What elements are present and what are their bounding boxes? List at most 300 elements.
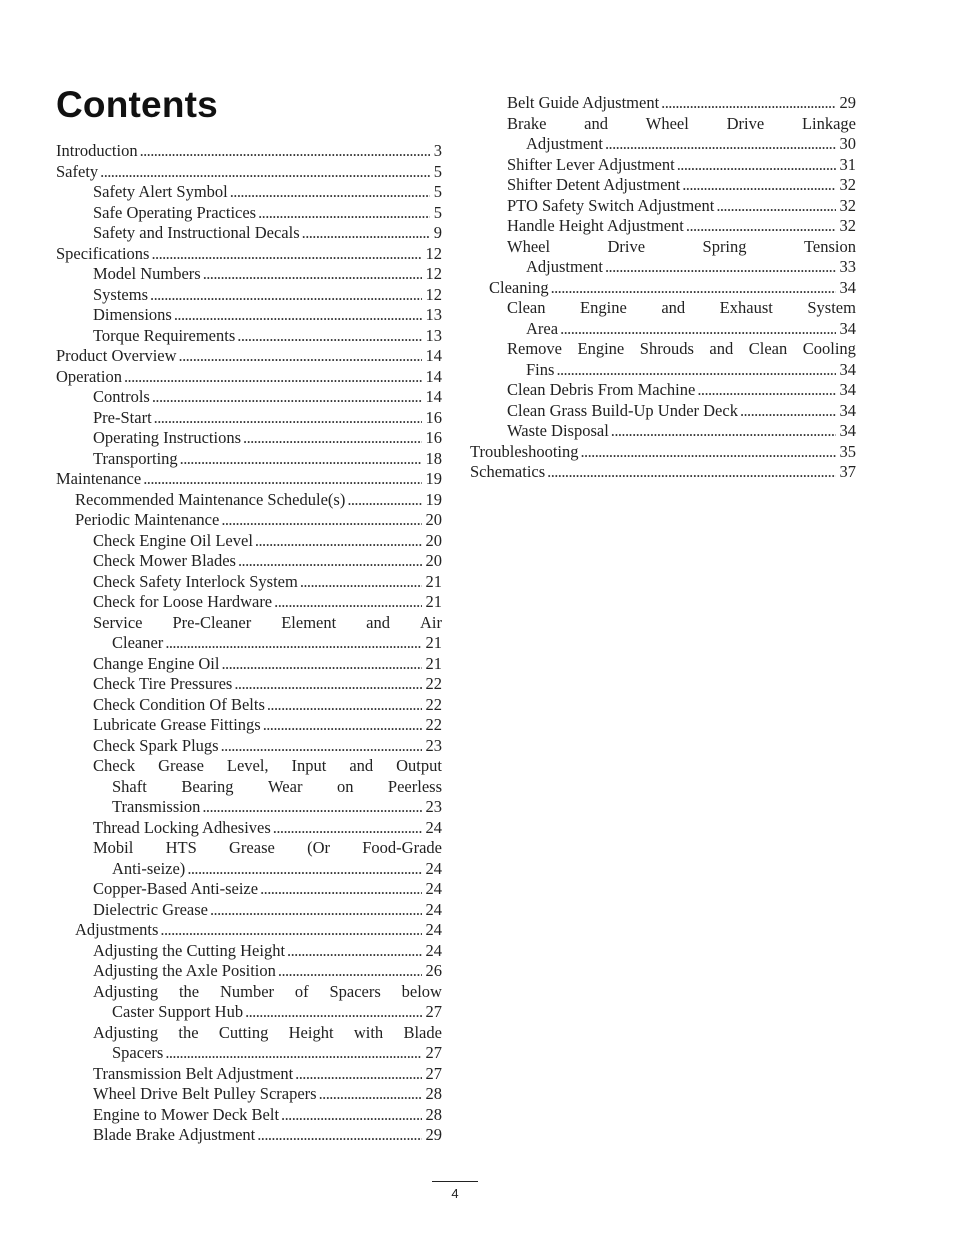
toc-word: Check xyxy=(93,756,136,775)
toc-word: Wear xyxy=(268,776,303,796)
dot-leader xyxy=(243,428,421,449)
toc-entry-check-condition-of-belts[interactable] xyxy=(56,695,442,716)
toc-entry-safety-alert-symbol[interactable] xyxy=(56,182,442,203)
toc-entry-handle-height-adjustment[interactable] xyxy=(470,216,856,237)
toc-entry-label: Check Engine Oil Level xyxy=(93,530,253,550)
toc-entry-label: Operating Instructions xyxy=(93,428,242,447)
toc-page-number: 29 xyxy=(839,93,856,112)
toc-entry-wrapped-line xyxy=(56,838,442,859)
toc-entry-spacers[interactable] xyxy=(56,1043,442,1064)
dot-leader xyxy=(560,319,835,340)
dot-leader xyxy=(100,162,430,183)
toc-entry-label: Check Condition Of Belts xyxy=(93,694,265,714)
toc-page-number: 24 xyxy=(425,879,442,898)
toc-entry-check-tire-pressures[interactable] xyxy=(56,674,442,695)
toc-entry-dielectric-grease[interactable] xyxy=(56,900,442,921)
toc-entry-change-engine-oil[interactable] xyxy=(56,654,442,675)
toc-word: HTS xyxy=(165,838,197,857)
toc-entry-recommended-maintenance-schedule-s[interactable] xyxy=(56,490,442,511)
toc-word: Spring xyxy=(702,236,747,256)
toc-entry-label: Recommended Maintenance Schedule(s) xyxy=(75,489,346,509)
toc-page-number: 13 xyxy=(425,305,442,324)
toc-word: the xyxy=(178,981,200,1001)
toc-page-number: 5 xyxy=(433,182,442,201)
toc-page-number: 24 xyxy=(425,858,442,878)
toc-entry-adjustment[interactable] xyxy=(470,134,856,155)
toc-entry-label: Adjustments xyxy=(75,920,159,939)
toc-word: Wheel xyxy=(507,236,551,256)
toc-page-number: 19 xyxy=(425,469,442,488)
toc-word: and xyxy=(584,113,608,133)
dot-leader xyxy=(677,155,836,176)
toc-word: Tension xyxy=(803,236,856,256)
dot-leader xyxy=(611,421,836,442)
toc-entry-shifter-lever-adjustment[interactable] xyxy=(470,155,856,176)
dot-leader xyxy=(605,134,836,155)
toc-word: and xyxy=(709,339,734,358)
footer-rule xyxy=(432,1181,478,1182)
toc-entry-label: Check Safety Interlock System xyxy=(93,571,298,591)
toc-entry-wrapped-line xyxy=(56,777,442,798)
toc-entry-label: Adjustment xyxy=(526,134,603,153)
toc-page-number: 24 xyxy=(425,920,442,939)
dot-leader xyxy=(179,346,422,367)
toc-entry-label: Check for Loose Hardware xyxy=(93,592,273,611)
toc-word: Grease xyxy=(229,838,275,857)
toc-entry-label: Thread Locking Adhesives xyxy=(93,817,271,837)
toc-entry-adjusting-the-cutting-height[interactable] xyxy=(56,941,442,962)
toc-page-number: 22 xyxy=(425,674,442,693)
toc-word: Remove xyxy=(507,339,562,358)
dot-leader xyxy=(551,278,836,299)
dot-leader xyxy=(238,551,422,572)
toc-page-number: 20 xyxy=(425,551,442,570)
toc-entry-check-engine-oil-level[interactable] xyxy=(56,531,442,552)
toc-page-number: 12 xyxy=(425,243,442,263)
toc-page-number: 21 xyxy=(425,571,442,591)
toc-page-number: 3 xyxy=(433,141,442,160)
page-title: Contents xyxy=(56,84,218,125)
toc-page-number: 23 xyxy=(425,735,442,755)
toc-word: Number xyxy=(219,981,275,1001)
toc-entry-label: Dielectric Grease xyxy=(93,899,208,919)
toc-entry-safety-and-instructional-decals[interactable] xyxy=(56,223,442,244)
dot-leader xyxy=(221,510,421,531)
toc-entry-transmission[interactable] xyxy=(56,797,442,818)
toc-entry-label: Torque Requirements xyxy=(93,325,236,345)
toc-entry-label: Fins xyxy=(526,359,555,379)
toc-word: Adjusting xyxy=(93,981,159,1001)
toc-word: Blade xyxy=(403,1022,442,1042)
toc-entry-pre-start[interactable] xyxy=(56,408,442,429)
toc-entry-label: Troubleshooting xyxy=(470,441,579,461)
toc-entry-controls[interactable] xyxy=(56,387,442,408)
toc-word: and xyxy=(661,298,686,317)
dot-leader xyxy=(682,175,835,196)
toc-entry-label: Safe Operating Practices xyxy=(93,202,257,222)
dot-leader xyxy=(245,1002,421,1023)
toc-entry-label: Engine to Mower Deck Belt xyxy=(93,1104,280,1124)
toc-entry-adjustment[interactable] xyxy=(470,257,856,278)
toc-entry-label: Anti-seize) xyxy=(112,858,186,878)
toc-page-number: 21 xyxy=(425,653,442,673)
toc-entry-check-spark-plugs[interactable] xyxy=(56,736,442,757)
toc-entry-label: Introduction xyxy=(56,141,138,160)
toc-entry-maintenance[interactable] xyxy=(56,469,442,490)
dot-leader xyxy=(237,326,421,347)
toc-page-number: 32 xyxy=(839,216,856,235)
toc-page-number: 12 xyxy=(425,284,442,304)
dot-leader xyxy=(258,203,430,224)
toc-entry-introduction[interactable] xyxy=(56,141,442,162)
dot-leader xyxy=(605,257,836,278)
toc-entry-wrapped-line xyxy=(470,339,856,360)
toc-page-number: 14 xyxy=(425,387,442,406)
dot-leader xyxy=(267,695,422,716)
toc-entry-torque-requirements[interactable] xyxy=(56,326,442,347)
toc-entry-safe-operating-practices[interactable] xyxy=(56,203,442,224)
dot-leader xyxy=(143,469,421,490)
toc-entry-dimensions[interactable] xyxy=(56,305,442,326)
toc-entry-label: Pre-Start xyxy=(93,407,152,427)
toc-entry-label: Transmission Belt Adjustment xyxy=(93,1063,294,1083)
toc-word: Exhaust xyxy=(719,298,773,317)
toc-entry-lubricate-grease-fittings[interactable] xyxy=(56,715,442,736)
toc-entry-model-numbers[interactable] xyxy=(56,264,442,285)
toc-entry-check-mower-blades[interactable] xyxy=(56,551,442,572)
toc-entry-engine-to-mower-deck-belt[interactable] xyxy=(56,1105,442,1126)
dot-leader xyxy=(150,285,421,306)
toc-entry-schematics[interactable] xyxy=(470,462,856,483)
toc-page-number: 28 xyxy=(425,1084,442,1103)
toc-page-number: 14 xyxy=(425,366,442,386)
toc-word: Level, xyxy=(226,756,269,775)
toc-entry-label: Blade Brake Adjustment xyxy=(93,1125,256,1144)
toc-page-number: 34 xyxy=(839,277,856,297)
toc-entry-label: Shifter Detent Adjustment xyxy=(507,175,681,194)
toc-page-number: 31 xyxy=(839,154,856,174)
toc-entry-label: Belt Guide Adjustment xyxy=(507,93,660,112)
dot-leader xyxy=(151,244,421,265)
dot-leader xyxy=(547,462,835,483)
toc-page-number: 9 xyxy=(433,223,442,242)
toc-entry-operating-instructions[interactable] xyxy=(56,428,442,449)
toc-entry-caster-support-hub[interactable] xyxy=(56,1002,442,1023)
toc-page-number: 21 xyxy=(425,633,442,652)
toc-entry-label: Operation xyxy=(56,366,122,386)
toc-entry-transporting[interactable] xyxy=(56,449,442,470)
toc-entry-label: Maintenance xyxy=(56,469,142,488)
toc-page-number: 16 xyxy=(425,407,442,427)
dot-leader xyxy=(165,633,421,654)
toc-entry-waste-disposal[interactable] xyxy=(470,421,856,442)
toc-entry-label: Clean Grass Build-Up Under Deck xyxy=(507,400,738,420)
dot-leader xyxy=(174,305,422,326)
toc-entry-wrapped-line xyxy=(56,613,442,634)
dot-leader xyxy=(230,182,430,203)
dot-leader xyxy=(187,859,421,880)
toc-page-number: 16 xyxy=(425,428,442,447)
dot-leader xyxy=(124,367,422,388)
toc-entry-wrapped-line xyxy=(470,298,856,319)
dot-leader xyxy=(300,572,422,593)
toc-word: System xyxy=(807,298,856,317)
dot-leader xyxy=(152,387,422,408)
toc-page-number: 27 xyxy=(425,1043,442,1062)
toc-entry-adjusting-the-axle-position[interactable] xyxy=(56,961,442,982)
toc-right-column xyxy=(470,93,856,483)
toc-entry-label: Safety and Instructional Decals xyxy=(93,223,300,242)
toc-entry-thread-locking-adhesives[interactable] xyxy=(56,818,442,839)
toc-page-number: 24 xyxy=(425,817,442,837)
dot-leader xyxy=(202,797,421,818)
toc-page-number: 23 xyxy=(425,797,442,816)
toc-entry-check-for-loose-hardware[interactable] xyxy=(56,592,442,613)
footer-page-number: 4 xyxy=(451,1186,459,1201)
dot-leader xyxy=(154,408,422,429)
toc-word: Shrouds xyxy=(639,339,694,358)
toc-entry-label: Adjusting the Cutting Height xyxy=(93,940,286,960)
toc-page-number: 18 xyxy=(425,448,442,468)
dot-leader xyxy=(697,380,835,401)
dot-leader xyxy=(347,490,421,511)
dot-leader xyxy=(140,141,430,162)
toc-entry-periodic-maintenance[interactable] xyxy=(56,510,442,531)
toc-page-number: 20 xyxy=(425,530,442,550)
dot-leader xyxy=(295,1064,421,1085)
toc-word: below xyxy=(401,981,442,1001)
toc-word: Cutting xyxy=(218,1022,269,1042)
toc-entry-shifter-detent-adjustment[interactable] xyxy=(470,175,856,196)
toc-entry-adjustments[interactable] xyxy=(56,920,442,941)
toc-entry-area[interactable] xyxy=(470,319,856,340)
toc-page-number: 13 xyxy=(425,325,442,345)
dot-leader xyxy=(257,1125,421,1146)
toc-entry-label: Check Spark Plugs xyxy=(93,735,219,755)
toc-page-number: 32 xyxy=(839,175,856,194)
dot-leader xyxy=(180,449,422,470)
toc-entry-label: Cleaner xyxy=(112,633,164,652)
toc-entry-label: Adjusting the Axle Position xyxy=(93,961,276,980)
toc-entry-belt-guide-adjustment[interactable] xyxy=(470,93,856,114)
toc-word: Output xyxy=(396,756,442,775)
toc-entry-transmission-belt-adjustment[interactable] xyxy=(56,1064,442,1085)
toc-entry-label: Lubricate Grease Fittings xyxy=(93,715,261,734)
toc-word: Air xyxy=(419,612,442,632)
toc-page-number: 20 xyxy=(425,510,442,529)
toc-page-number: 27 xyxy=(425,1063,442,1083)
dot-leader xyxy=(716,196,835,217)
toc-entry-wheel-drive-belt-pulley-scrapers[interactable] xyxy=(56,1084,442,1105)
toc-word: and xyxy=(349,756,374,775)
toc-entry-check-safety-interlock-system[interactable] xyxy=(56,572,442,593)
toc-entry-label: Transporting xyxy=(93,448,178,468)
toc-word: Grease xyxy=(158,756,204,775)
toc-word: Food-Grade xyxy=(362,838,442,857)
toc-entry-label: Dimensions xyxy=(93,305,172,324)
dot-leader xyxy=(661,93,835,114)
toc-page-number: 27 xyxy=(425,1002,442,1021)
toc-entry-label: Shifter Lever Adjustment xyxy=(507,154,675,174)
toc-page-number: 24 xyxy=(425,940,442,960)
toc-word: Brake xyxy=(507,113,547,133)
toc-word: with xyxy=(353,1022,384,1042)
toc-page-number: 29 xyxy=(425,1125,442,1144)
toc-entry-operation[interactable] xyxy=(56,367,442,388)
toc-word: the xyxy=(178,1022,199,1042)
toc-page-number: 19 xyxy=(425,489,442,509)
toc-word: Input xyxy=(291,756,327,775)
toc-entry-troubleshooting[interactable] xyxy=(470,442,856,463)
toc-word: Cooling xyxy=(802,339,856,358)
toc-entry-label: Safety xyxy=(56,161,99,181)
dot-leader xyxy=(255,531,422,552)
dot-leader xyxy=(210,900,422,921)
toc-word: Height xyxy=(288,1022,334,1042)
toc-entry-specifications[interactable] xyxy=(56,244,442,265)
toc-left-column xyxy=(56,141,442,1146)
toc-word: Adjusting xyxy=(93,1022,159,1042)
toc-page-number: 34 xyxy=(839,318,856,338)
dot-leader xyxy=(234,674,421,695)
toc-entry-label: Copper-Based Anti-seize xyxy=(93,879,259,898)
toc-entry-label: Transmission xyxy=(112,797,201,816)
toc-word: Peerless xyxy=(387,776,442,796)
toc-entry-wrapped-line xyxy=(470,114,856,135)
toc-entry-fins[interactable] xyxy=(470,360,856,381)
toc-entry-label: Periodic Maintenance xyxy=(75,510,220,529)
toc-word: Element xyxy=(281,612,337,632)
dot-leader xyxy=(556,360,835,381)
dot-leader xyxy=(203,264,422,285)
toc-word: Engine xyxy=(580,298,627,317)
toc-page-number: 34 xyxy=(839,400,856,420)
toc-entry-cleaner[interactable] xyxy=(56,633,442,654)
toc-word: Drive xyxy=(726,113,765,133)
toc-word: Wheel xyxy=(645,113,689,133)
dot-leader xyxy=(740,401,836,422)
toc-entry-label: Wheel Drive Belt Pulley Scrapers xyxy=(93,1084,317,1103)
toc-page-number: 24 xyxy=(425,899,442,919)
dot-leader xyxy=(278,961,422,982)
dot-leader xyxy=(581,442,836,463)
toc-page-number: 5 xyxy=(433,202,442,222)
dot-leader xyxy=(287,941,421,962)
toc-entry-label: Product Overview xyxy=(56,346,177,365)
dot-leader xyxy=(263,715,422,736)
toc-entry-copper-based-anti-seize[interactable] xyxy=(56,879,442,900)
toc-word: Drive xyxy=(607,236,646,256)
toc-entry-label: Spacers xyxy=(112,1043,164,1062)
dot-leader xyxy=(165,1043,421,1064)
toc-entry-label: Model Numbers xyxy=(93,264,201,283)
toc-entry-label: PTO Safety Switch Adjustment xyxy=(507,195,715,215)
toc-entry-product-overview[interactable] xyxy=(56,346,442,367)
toc-page-number: 32 xyxy=(839,195,856,215)
toc-entry-label: Controls xyxy=(93,387,150,406)
toc-page-number: 34 xyxy=(839,421,856,440)
dot-leader xyxy=(221,736,422,757)
toc-entry-label: Adjustment xyxy=(526,257,603,276)
toc-entry-label: Handle Height Adjustment xyxy=(507,216,684,235)
toc-entry-label: Cleaning xyxy=(489,277,549,297)
toc-page-number: 26 xyxy=(425,961,442,980)
dot-leader xyxy=(319,1084,422,1105)
toc-word: Shaft xyxy=(112,776,147,796)
toc-page-number: 34 xyxy=(839,380,856,399)
toc-entry-label: Check Mower Blades xyxy=(93,551,236,570)
toc-page-number: 14 xyxy=(425,346,442,365)
toc-page-number: 12 xyxy=(425,264,442,283)
toc-entry-clean-debris-from-machine[interactable] xyxy=(470,380,856,401)
toc-word: Mobil xyxy=(93,838,134,857)
toc-entry-label: Area xyxy=(526,318,559,338)
dot-leader xyxy=(274,592,421,613)
toc-entry-label: Safety Alert Symbol xyxy=(93,182,228,201)
toc-entry-systems[interactable] xyxy=(56,285,442,306)
toc-entry-wrapped-line xyxy=(470,237,856,258)
toc-entry-label: Waste Disposal xyxy=(507,421,609,440)
toc-word: Clean xyxy=(748,339,788,358)
toc-word: Engine xyxy=(577,339,625,358)
toc-word: of xyxy=(294,981,309,1001)
toc-page-number: 37 xyxy=(839,462,856,481)
toc-page-number: 34 xyxy=(839,359,856,379)
dot-leader xyxy=(686,216,836,237)
toc-entry-label: Clean Debris From Machine xyxy=(507,380,696,399)
toc-entry-label: Specifications xyxy=(56,243,150,263)
toc-page-number: 21 xyxy=(425,592,442,611)
toc-word: (Or xyxy=(307,838,330,857)
toc-page-number: 33 xyxy=(839,257,856,276)
toc-entry-label: Check Tire Pressures xyxy=(93,674,233,693)
toc-entry-anti-seize[interactable] xyxy=(56,859,442,880)
dot-leader xyxy=(302,223,430,244)
toc-entry-wrapped-line xyxy=(56,1023,442,1044)
toc-word: Spacers xyxy=(329,981,381,1001)
toc-word: Bearing xyxy=(181,776,234,796)
toc-entry-blade-brake-adjustment[interactable] xyxy=(56,1125,442,1146)
toc-page-number: 22 xyxy=(425,694,442,714)
dot-leader xyxy=(160,920,421,941)
toc-page-number: 35 xyxy=(839,441,856,461)
toc-entry-cleaning[interactable] xyxy=(470,278,856,299)
dot-leader xyxy=(273,818,422,839)
toc-page-number: 28 xyxy=(425,1104,442,1124)
toc-word: Clean xyxy=(507,298,546,317)
toc-entry-label: Schematics xyxy=(470,462,546,481)
toc-entry-pto-safety-switch-adjustment[interactable] xyxy=(470,196,856,217)
toc-entry-label: Change Engine Oil xyxy=(93,653,220,673)
toc-page-number: 5 xyxy=(433,161,442,181)
toc-word: Pre-Cleaner xyxy=(172,612,252,632)
toc-entry-clean-grass-build-up-under-deck[interactable] xyxy=(470,401,856,422)
toc-entry-safety[interactable] xyxy=(56,162,442,183)
toc-word: and xyxy=(366,612,390,632)
dot-leader xyxy=(221,654,421,675)
toc-entry-wrapped-line xyxy=(56,982,442,1003)
toc-word: on xyxy=(336,776,354,796)
toc-page-number: 22 xyxy=(425,715,442,734)
toc-word: Service xyxy=(93,612,143,632)
toc-entry-wrapped-line xyxy=(56,756,442,777)
dot-leader xyxy=(281,1105,421,1126)
toc-word: Linkage xyxy=(801,113,856,133)
toc-page-number: 30 xyxy=(839,134,856,153)
toc-entry-label: Caster Support Hub xyxy=(112,1002,244,1021)
dot-leader xyxy=(260,879,421,900)
toc-entry-label: Systems xyxy=(93,284,149,304)
